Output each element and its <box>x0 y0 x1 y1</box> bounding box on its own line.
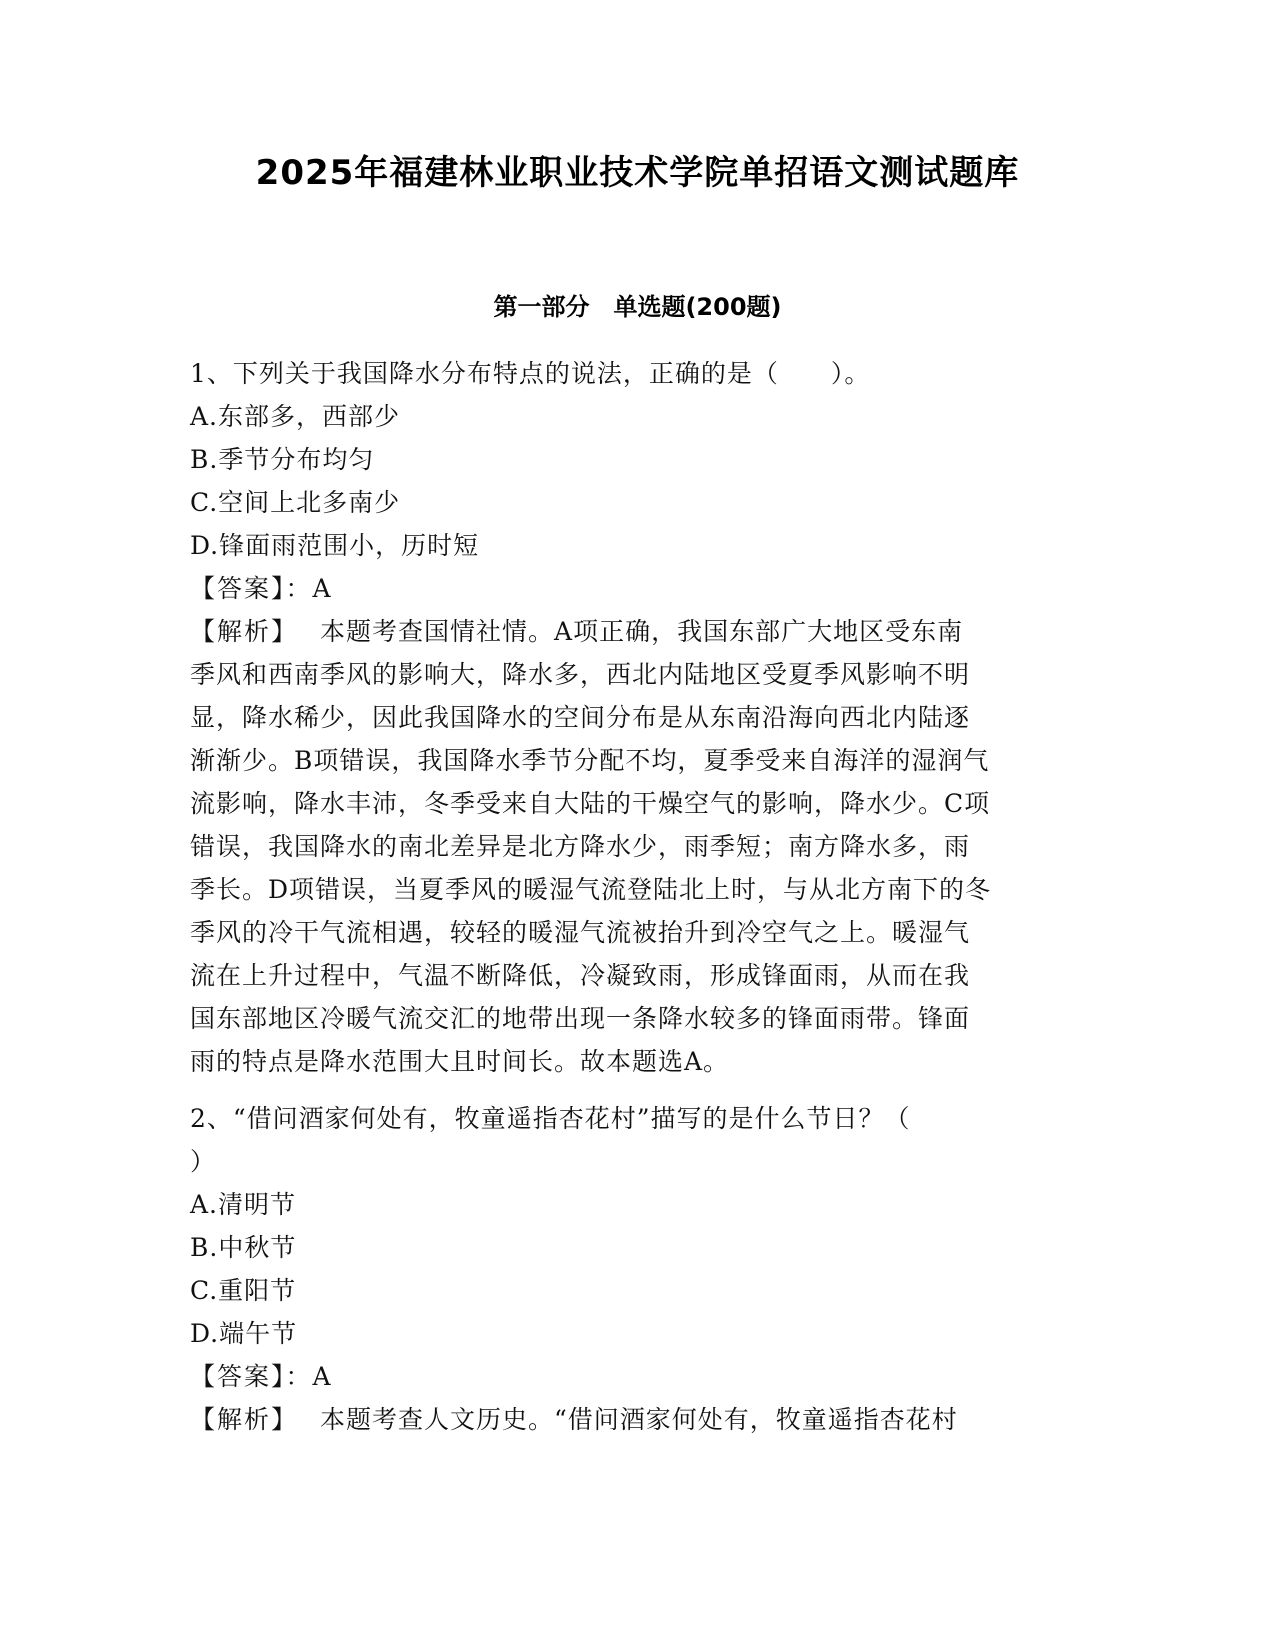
answer-line <box>190 567 1085 610</box>
explanation-line: 雨的特点是降水范围大且时间长。故本题选A。 <box>190 1047 730 1076</box>
option-b: B.季节分布均匀 <box>190 445 375 474</box>
answer-label: 【答案】： <box>190 574 313 603</box>
document-title: 2025年福建林业职业技术学院单招语文测试题库 <box>255 153 1020 193</box>
option-b: B.中秋节 <box>190 1233 297 1262</box>
explanation-text: 本题考查人文历史。“借问酒家何处有，牧童遥指杏花村 <box>320 1405 958 1434</box>
explanation-text: 本题考查国情社情。A项正确，我国东部广大地区受东南 <box>320 617 964 646</box>
option-d: D.锋面雨范围小，历时短 <box>190 531 480 560</box>
explanation-line: 显，降水稀少，因此我国降水的空间分布是从东南沿海向西北内陆逐 <box>190 703 971 732</box>
answer-line <box>190 1355 1085 1398</box>
explanation-line: 国东部地区冷暖气流交汇的地带出现一条降水较多的锋面雨带。锋面 <box>190 1004 971 1033</box>
question-stem: 1、下列关于我国降水分布特点的说法，正确的是（ ）。 <box>190 359 871 388</box>
explanation-label: 【解析】 <box>190 1405 299 1434</box>
explanation-label: 【解析】 <box>190 617 299 646</box>
explanation-line <box>190 1398 1085 1441</box>
explanation-line: 流影响，降水丰沛，冬季受来自大陆的干燥空气的影响，降水少。C项 <box>190 789 991 818</box>
explanation-line: 季长。D项错误，当夏季风的暖湿气流登陆北上时，与从北方南下的冬 <box>190 875 992 904</box>
option-c: C.重阳节 <box>190 1276 297 1305</box>
option-c: C.空间上北多南少 <box>190 488 401 517</box>
option-a: A.清明节 <box>190 1190 297 1219</box>
question-spacer <box>190 1083 1085 1097</box>
explanation-line: 季风和西南季风的影响大，降水多，西北内陆地区受夏季风影响不明 <box>190 660 971 689</box>
question-stem-continued: ） <box>190 1147 217 1176</box>
option-a: A.东部多，西部少 <box>190 402 401 431</box>
option-d: D.端午节 <box>190 1319 298 1348</box>
question-2 <box>190 1097 1085 1441</box>
explanation-line: 渐渐少。B项错误，我国降水季节分配不均，夏季受来自海洋的湿润气 <box>190 746 990 775</box>
question-1 <box>190 352 1085 1083</box>
document-body <box>190 352 1085 1441</box>
answer-label: 【答案】： <box>190 1362 313 1391</box>
section-heading: 第一部分 单选题(200题) <box>493 293 782 321</box>
explanation-line: 季风的冷干气流相遇，较轻的暖湿气流被抬升到冷空气之上。暖湿气 <box>190 918 971 947</box>
explanation-line <box>190 610 1085 653</box>
answer-value: A <box>312 574 332 603</box>
explanation-line: 错误，我国降水的南北差异是北方降水少，雨季短；南方降水多，雨 <box>190 832 971 861</box>
question-stem: 2、“借问酒家何处有，牧童遥指杏花村”描写的是什么节日？（ <box>190 1104 911 1133</box>
answer-value: A <box>312 1362 332 1391</box>
explanation-line: 流在上升过程中，气温不断降低，冷凝致雨，形成锋面雨，从而在我 <box>190 961 971 990</box>
